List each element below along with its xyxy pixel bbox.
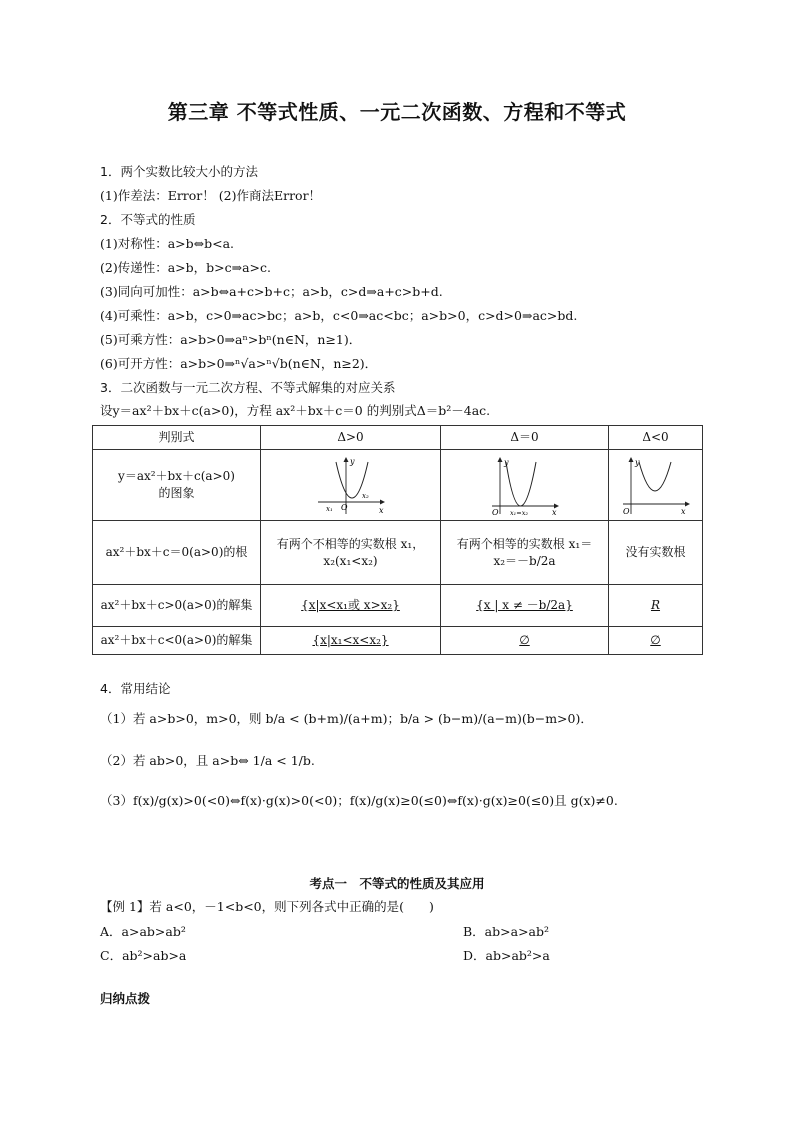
origin-label: O [491,508,499,516]
y-axis-label: y [349,457,355,466]
roots-two-distinct [261,521,441,585]
root-x2-label: x₂ [361,492,369,500]
conclusion-2: （2）若 ab>0，且 a>b⇔ 1/a < 1/b. [100,753,315,768]
table-row-greater [93,585,703,627]
property-multiplication: (4)可乘性：a>b，c>0⇒ac>bc；a>b，c<0⇒ac<bc；a>b>0，c>d>0⇒ac>bd. [100,308,578,323]
example-question: 【例 1】若 a<0，－1<b<0，则下列各式中正确的是( ) [100,899,434,914]
greater-no-root: R [609,585,703,627]
origin-label: O [340,503,348,512]
roots-two-distinct-line1: 有两个不相等的实数根 x₁， [276,536,425,551]
table-header-row [93,426,703,450]
section-3-intro: 设y＝ax²＋bx＋c(a>0)，方程 ax²＋bx＋c＝0 的判别式Δ＝b²－4ac. [100,403,491,418]
parabola-one-root-graph [490,454,560,516]
x-axis-label: x [551,508,557,516]
header-discriminant: 判别式 [93,426,261,450]
less-label: ax²＋bx＋c<0(a>0)的解集 [93,627,261,655]
property-root: (6)可开方性：a>b>0⇒ⁿ√a>ⁿ√b(n∈N，n≥2)． [100,356,378,371]
less-no-root: ∅ [609,627,703,655]
roots-equal-line2: x₂＝－b/2a [493,553,556,568]
section-1-methods: (1)作差法：Error！ (2)作商法Error！ [100,188,322,203]
origin-label: O [622,507,630,516]
table-row-less [93,627,703,655]
section-3-heading: 3．二次函数与一元二次方程、不等式解集的对应关系 [100,380,396,395]
conclusion-3: （3）f(x)/g(x)>0(<0)⇔f(x)·g(x)>0(<0)；f(x)/g(x)≥0(≤0)⇔f(x)·g(x)≥0(≤0)且 g(x)≠0. [100,793,618,808]
property-symmetry: (1)对称性：a>b⇔b<a. [100,236,235,251]
summary-heading: 归纳点拨 [100,991,151,1006]
header-zero: Δ＝0 [441,426,609,450]
root-x1-label: x₁ [325,505,333,513]
graph-label-cell [93,450,261,521]
x-axis-label: x [680,507,686,516]
double-root-label: x₁=x₂ [509,509,528,516]
option-a: A．a>ab>ab² [100,924,186,939]
roots-equal-line1: 有两个相等的实数根 x₁＝ [456,536,593,551]
y-axis-label: y [503,458,509,467]
parabola-no-root-graph [621,454,691,516]
greater-label: ax²＋bx＋c>0(a>0)的解集 [93,585,261,627]
option-c: C．ab²>ab>a [100,948,187,963]
property-transitivity: (2)传递性：a>b，b>c⇒a>c. [100,260,271,275]
x-axis-label: x [378,506,384,515]
graph-cell-one-root [441,450,609,521]
graph-label-text: 的图象 [158,486,195,500]
greater-two-roots: {x|x<x₁或 x>x₂} [261,585,441,627]
table-row-roots [93,521,703,585]
option-d: D．ab>ab²>a [463,948,550,963]
section-4-heading: 4．常用结论 [100,681,171,696]
less-one-root: ∅ [441,627,609,655]
property-power: (5)可乘方性：a>b>0⇒aⁿ>bⁿ(n∈N，n≥1)． [100,332,362,347]
header-positive: Δ>0 [261,426,441,450]
graph-cell-no-root [609,450,703,521]
parabola-two-roots-graph [316,454,386,516]
roots-label: ax²＋bx＋c＝0(a>0)的根 [93,521,261,585]
section-1-heading: 1．两个实数比较大小的方法 [100,164,258,179]
topic-heading: 考点一 不等式的性质及其应用 [309,876,485,891]
quadratic-relation-table [92,425,703,655]
y-axis-label: y [634,458,640,467]
graph-cell-two-roots [261,450,441,521]
greater-one-root: {x | x ≠ －b/2a} [441,585,609,627]
roots-two-distinct-line2: x₂(x₁<x₂) [323,553,378,568]
section-2-heading: 2．不等式的性质 [100,212,196,227]
less-two-roots: {x|x₁<x<x₂} [261,627,441,655]
table-row-graph [93,450,703,521]
property-addition: (3)同向可加性：a>b⇔a+c>b+c；a>b，c>d⇒a+c>b+d. [100,284,443,299]
conclusion-1: （1）若 a>b>0，m>0，则 b/a < (b+m)/(a+m)；b/a > (b−m)/(a−m)(b−m>0)． [100,711,593,726]
roots-equal [441,521,609,585]
chapter-title: 第三章 不等式性质、一元二次函数、方程和不等式 [167,100,627,124]
roots-none: 没有实数根 [609,521,703,585]
header-negative: Δ<0 [609,426,703,450]
option-b: B．ab>a>ab² [463,924,550,939]
graph-label-function: y＝ax²＋bx＋c(a>0) [118,469,235,483]
